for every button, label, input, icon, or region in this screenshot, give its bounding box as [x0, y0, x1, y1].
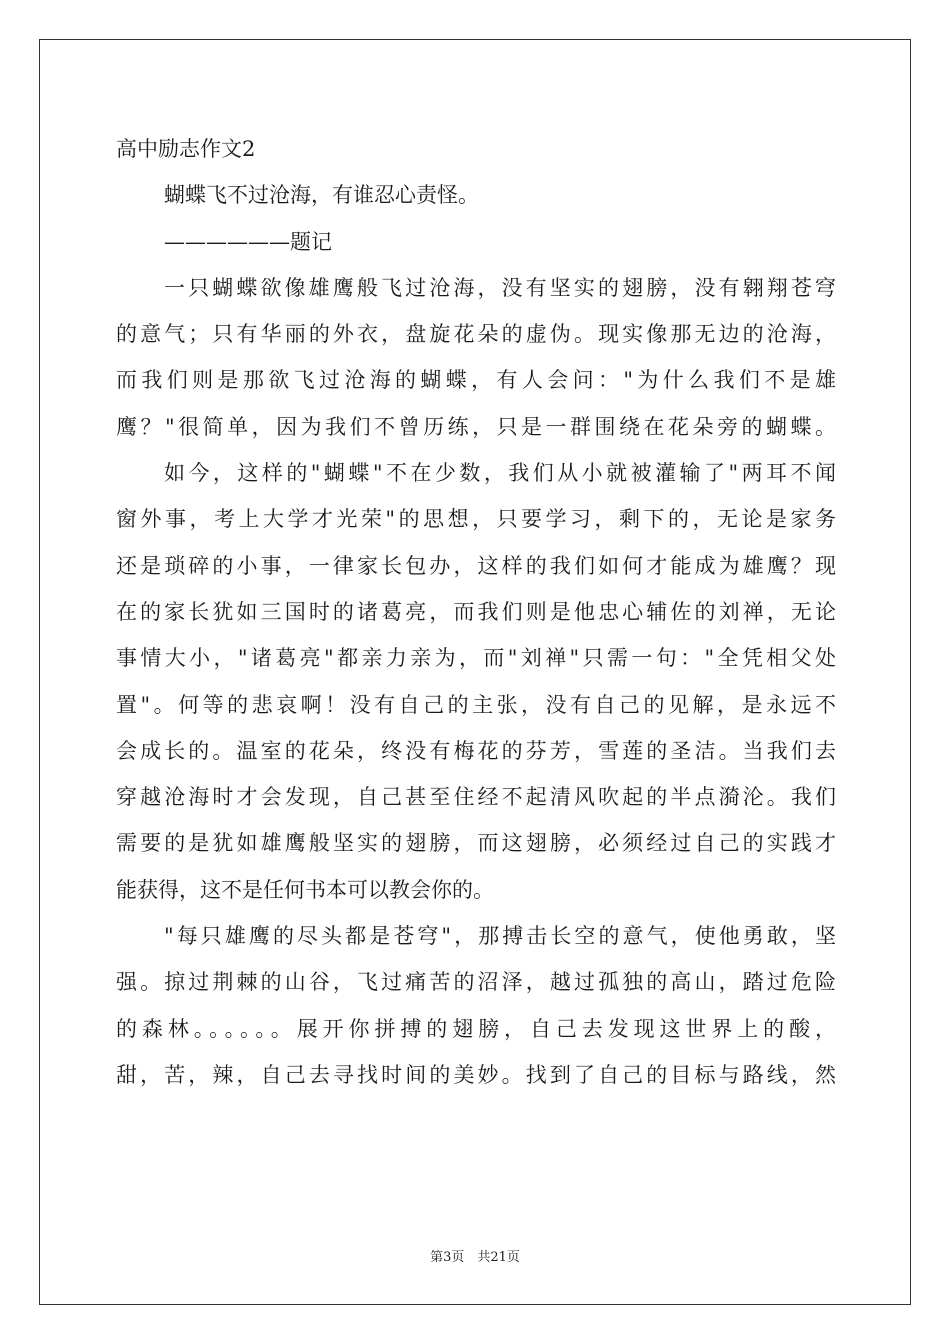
text-line: 穿越沧海时才会发现，自己甚至住经不起清风吹起的半点漪沦。我们: [116, 785, 836, 810]
text-line: 而我们则是那欲飞过沧海的蝴蝶，有人会问："为什么我们不是雄: [116, 368, 836, 393]
text-line: 鹰？"很简单，因为我们不曾历练，只是一群围绕在花朵旁的蝴蝶。: [116, 414, 836, 439]
paragraph-1: [116, 265, 836, 450]
epigraph: 蝴蝶飞不过沧海，有谁忍心责怪。: [164, 183, 479, 208]
text-line: "每只雄鹰的尽头都是苍穹"，那搏击长空的意气，使他勇敢，坚: [164, 924, 836, 949]
text-line: 一只蝴蝶欲像雄鹰般飞过沧海，没有坚实的翅膀，没有翱翔苍穹: [164, 275, 836, 300]
text-line: 还是琐碎的小事，一律家长包办，这样的我们如何才能成为雄鹰？现: [116, 553, 836, 578]
text-line: 的森林。。。。。。展开你拼搏的翅膀，自己去发现这世界上的酸，: [116, 1016, 836, 1041]
text-line: 在的家长犹如三国时的诸葛亮，而我们则是他忠心辅佐的刘禅，无论: [116, 599, 836, 624]
text-line: 需要的是犹如雄鹰般坚实的翅膀，而这翅膀，必须经过自己的实践才: [116, 831, 836, 856]
text-line: 的意气；只有华丽的外衣，盘旋花朵的虚伪。现实像那无边的沧海，: [116, 322, 836, 347]
document-body: [116, 126, 836, 1098]
document-title: 高中励志作文2: [116, 137, 256, 161]
paragraph-3: [116, 913, 836, 1098]
text-line: 强。掠过荆棘的山谷，飞过痛苦的沼泽，越过孤独的高山，踏过危险: [116, 970, 836, 995]
text-line: 事情大小，"诸葛亮"都亲力亲为，而"刘禅"只需一句："全凭相父处: [116, 646, 836, 671]
text-line: 如今，这样的"蝴蝶"不在少数，我们从小就被灌输了"两耳不闻: [164, 461, 836, 486]
text-line: 置"。何等的悲哀啊！没有自己的主张，没有自己的见解，是永远不: [116, 692, 836, 717]
text-line: 能获得，这不是任何书本可以教会你的。: [116, 877, 494, 902]
page-number: 第3页 共21页: [430, 1250, 520, 1265]
text-line: 会成长的。温室的花朵，终没有梅花的芬芳，雪莲的圣洁。当我们去: [116, 738, 836, 763]
text-line: 窗外事，考上大学才光荣"的思想，只要学习，剩下的，无论是家务: [116, 507, 836, 532]
epigraph-attribution: ——————题记: [164, 229, 332, 254]
text-line: 甜，苦，辣，自己去寻找时间的美妙。找到了自己的目标与路线，然: [116, 1062, 836, 1087]
paragraph-2: [116, 450, 836, 913]
